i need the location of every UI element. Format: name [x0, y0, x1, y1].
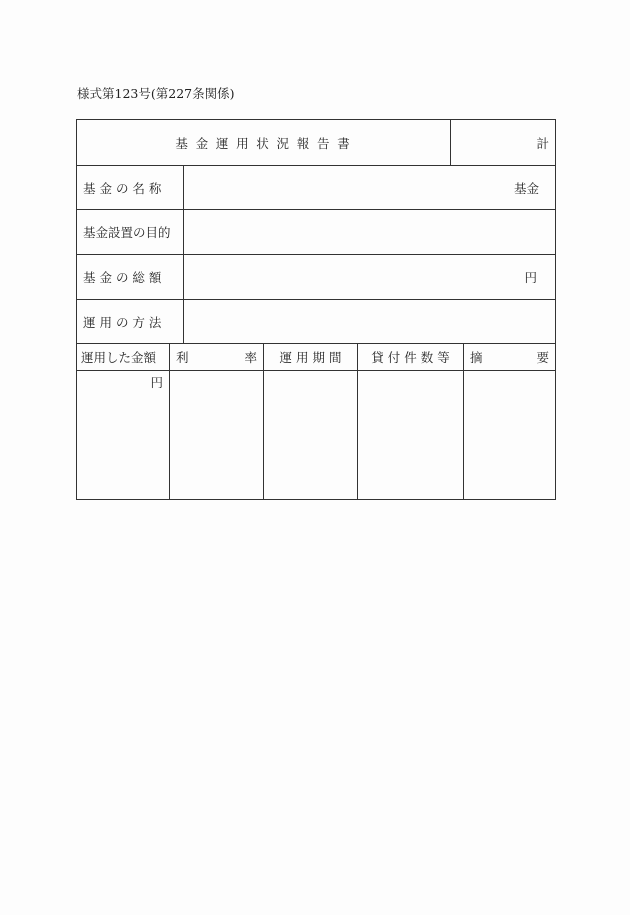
- loan-value-cell[interactable]: [358, 371, 463, 499]
- loan-header-cell: [358, 344, 463, 370]
- fund-total-label-cell: [83, 255, 183, 299]
- fund-total-row: [77, 255, 555, 300]
- fund-name-label-cell: [83, 166, 183, 209]
- rate-header-cell: [170, 344, 263, 370]
- method-label-cell: [83, 300, 183, 343]
- remarks-header-left: 摘: [470, 350, 483, 365]
- data-row: [77, 371, 555, 499]
- report-title-text: 基 金 運 用 状 況 報 告 書: [175, 135, 352, 151]
- period-header: 運 用 期 間: [279, 350, 342, 365]
- amount-header-cell: [81, 344, 169, 370]
- method-label: 運 用 の 方 法: [83, 314, 162, 330]
- rate-header-right: 率: [244, 350, 257, 365]
- remarks-header-cell: [464, 344, 555, 370]
- total-cell: [451, 120, 555, 165]
- fund-purpose-label-cell: [83, 210, 183, 254]
- fund-total-value-cell[interactable]: [184, 255, 555, 299]
- form-number: 様式第123号(第227条関係): [77, 86, 235, 101]
- fund-total-label: 基 金 の 総 額: [83, 270, 162, 285]
- header-row: [77, 120, 555, 166]
- fund-total-unit: 円: [524, 270, 537, 285]
- fund-name-label: 基 金 の 名 称: [83, 180, 162, 196]
- fund-purpose-row: [77, 210, 555, 255]
- loan-header: 貸 付 件 数 等: [371, 350, 450, 365]
- fund-name-suffix: 基金: [513, 180, 539, 196]
- fund-purpose-value-cell[interactable]: [184, 210, 555, 254]
- method-value-cell[interactable]: [184, 300, 555, 343]
- remarks-header-right: 要: [536, 350, 549, 365]
- amount-unit: 円: [150, 375, 163, 390]
- amount-header: 運用した金額: [81, 350, 157, 365]
- fund-name-row: [77, 166, 555, 210]
- amount-value-cell[interactable]: [77, 371, 169, 499]
- fund-name-value-cell[interactable]: [184, 166, 555, 209]
- rate-header-left: 利: [176, 350, 189, 365]
- period-header-cell: [264, 344, 357, 370]
- method-row: [77, 300, 555, 344]
- remarks-value-cell[interactable]: [464, 371, 555, 499]
- period-value-cell[interactable]: [264, 371, 357, 499]
- rate-value-cell[interactable]: [170, 371, 263, 499]
- fund-operation-report-form: [76, 119, 556, 500]
- total-label: 計: [536, 135, 549, 151]
- fund-purpose-label: 基金設置の目的: [83, 225, 171, 240]
- column-header-row: [77, 344, 555, 371]
- report-title: [77, 120, 450, 165]
